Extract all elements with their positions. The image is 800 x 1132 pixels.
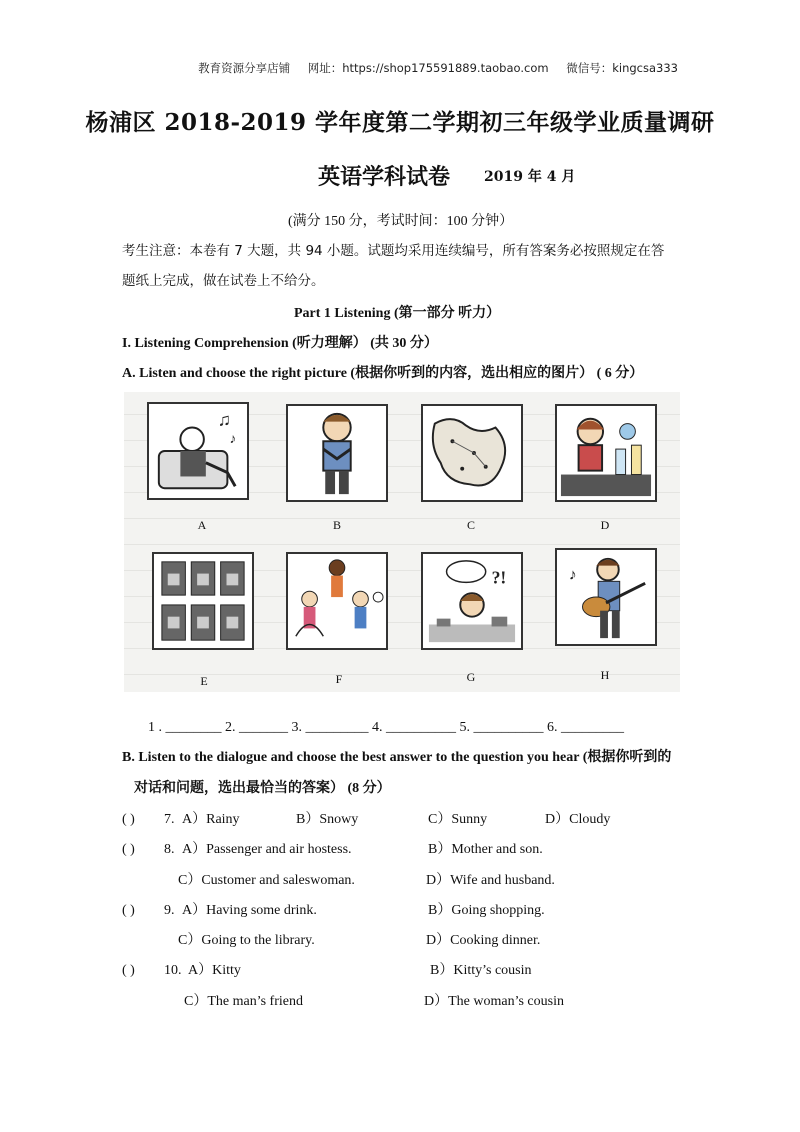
q9-option-c: C）Going to the library. bbox=[178, 933, 315, 948]
q10-option-d: D）The woman’s cousin bbox=[424, 994, 564, 1009]
svg-text:♫: ♫ bbox=[217, 409, 231, 430]
q8-number: 8. bbox=[164, 842, 175, 857]
sectionB-heading-line2: 对话和问题，选出最恰当的答案） (8 分） bbox=[134, 781, 391, 796]
svg-text:♪: ♪ bbox=[229, 431, 237, 447]
picture-label-g: G bbox=[466, 670, 476, 684]
svg-text:♪: ♪ bbox=[568, 566, 577, 584]
q10-option-b: B）Kitty’s cousin bbox=[430, 963, 532, 978]
q9-paren[interactable]: ( ) bbox=[122, 903, 135, 918]
boy-with-stomachache-picture bbox=[286, 404, 388, 502]
exam-subtitle bbox=[318, 160, 575, 191]
page-header bbox=[184, 60, 678, 76]
q7-option-c: C）Sunny bbox=[428, 812, 488, 827]
part1-heading: Part 1 Listening (第一部分 听力） bbox=[294, 306, 501, 321]
q9-number: 9. bbox=[164, 903, 175, 918]
q9-option-d: D）Cooking dinner. bbox=[426, 933, 541, 948]
sectionB-heading-line1: B. Listen to the dialogue and choose the best answer to the question you hear (根据你听到的 bbox=[122, 750, 672, 765]
q9-option-b: B）Going shopping. bbox=[428, 903, 545, 918]
subject-title: 英语学科试卷 bbox=[318, 164, 451, 190]
q10-option-a: A）Kitty bbox=[188, 963, 241, 978]
picture-label-e: E bbox=[200, 674, 208, 688]
picture-label-a: A bbox=[197, 518, 207, 532]
man-playing-guitar-picture bbox=[555, 548, 657, 646]
boy-in-messy-room-picture bbox=[421, 552, 523, 650]
answer-blanks: 1 . ________ 2. _______ 3. _________ 4. __________ 5. __________ 6. _________ bbox=[148, 720, 624, 735]
picture-label-c: C bbox=[466, 518, 475, 532]
map-picture bbox=[421, 404, 523, 502]
q8-option-c: C）Customer and saleswoman. bbox=[178, 873, 355, 888]
recycling-bins-picture bbox=[152, 552, 254, 650]
exam-date: 2019 年 4 月 bbox=[484, 169, 576, 185]
q9-option-a: A）Having some drink. bbox=[182, 903, 317, 918]
wechat-id: 微信号：kingcsa333 bbox=[566, 61, 678, 75]
notice-line-1: 考生注意：本卷有 7 大题，共 94 小题。试题均采用连续编号，所有答案务必按照规定在答 bbox=[122, 243, 665, 259]
q7-option-a: A）Rainy bbox=[182, 812, 240, 827]
score-info: (满分 150 分，考试时间：100 分钟） bbox=[288, 214, 514, 229]
q8-option-a: A）Passenger and air hostess. bbox=[182, 842, 352, 857]
section1-heading: I. Listening Comprehension (听力理解） (共 30 分） bbox=[122, 336, 438, 351]
q10-number: 10. bbox=[164, 963, 182, 978]
picture-label-h: H bbox=[600, 668, 610, 682]
picture-label-d: D bbox=[600, 518, 610, 532]
shop-url: 网址：https://shop175591889.taobao.com bbox=[307, 61, 549, 75]
q7-paren[interactable]: ( ) bbox=[122, 812, 135, 827]
children-exercising-picture bbox=[286, 552, 388, 650]
svg-text:?!: ?! bbox=[491, 567, 507, 588]
q8-option-d: D）Wife and husband. bbox=[426, 873, 555, 888]
q8-paren[interactable]: ( ) bbox=[122, 842, 135, 857]
shop-name: 教育资源分享店铺 bbox=[198, 61, 291, 75]
q7-option-b: B）Snowy bbox=[296, 812, 359, 827]
q10-paren[interactable]: ( ) bbox=[122, 963, 135, 978]
picture-label-f: F bbox=[335, 672, 343, 686]
girl-doing-experiment-picture bbox=[555, 404, 657, 502]
picture-label-b: B bbox=[332, 518, 341, 532]
q7-number: 7. bbox=[164, 812, 175, 827]
exam-title: 杨浦区 2018-2019 学年度第二学期初三年级学业质量调研 bbox=[85, 109, 715, 136]
notice-line-2: 题纸上完成，做在试卷上不给分。 bbox=[122, 273, 325, 289]
sectionA-heading: A. Listen and choose the right picture (根据你听到的内容，选出相应的图片） ( 6 分） bbox=[122, 366, 644, 381]
q8-option-b: B）Mother and son. bbox=[428, 842, 543, 857]
man-on-sofa-with-music-picture bbox=[147, 402, 249, 500]
q7-option-d: D）Cloudy bbox=[545, 812, 611, 827]
q10-option-c: C）The man’s friend bbox=[184, 994, 303, 1009]
